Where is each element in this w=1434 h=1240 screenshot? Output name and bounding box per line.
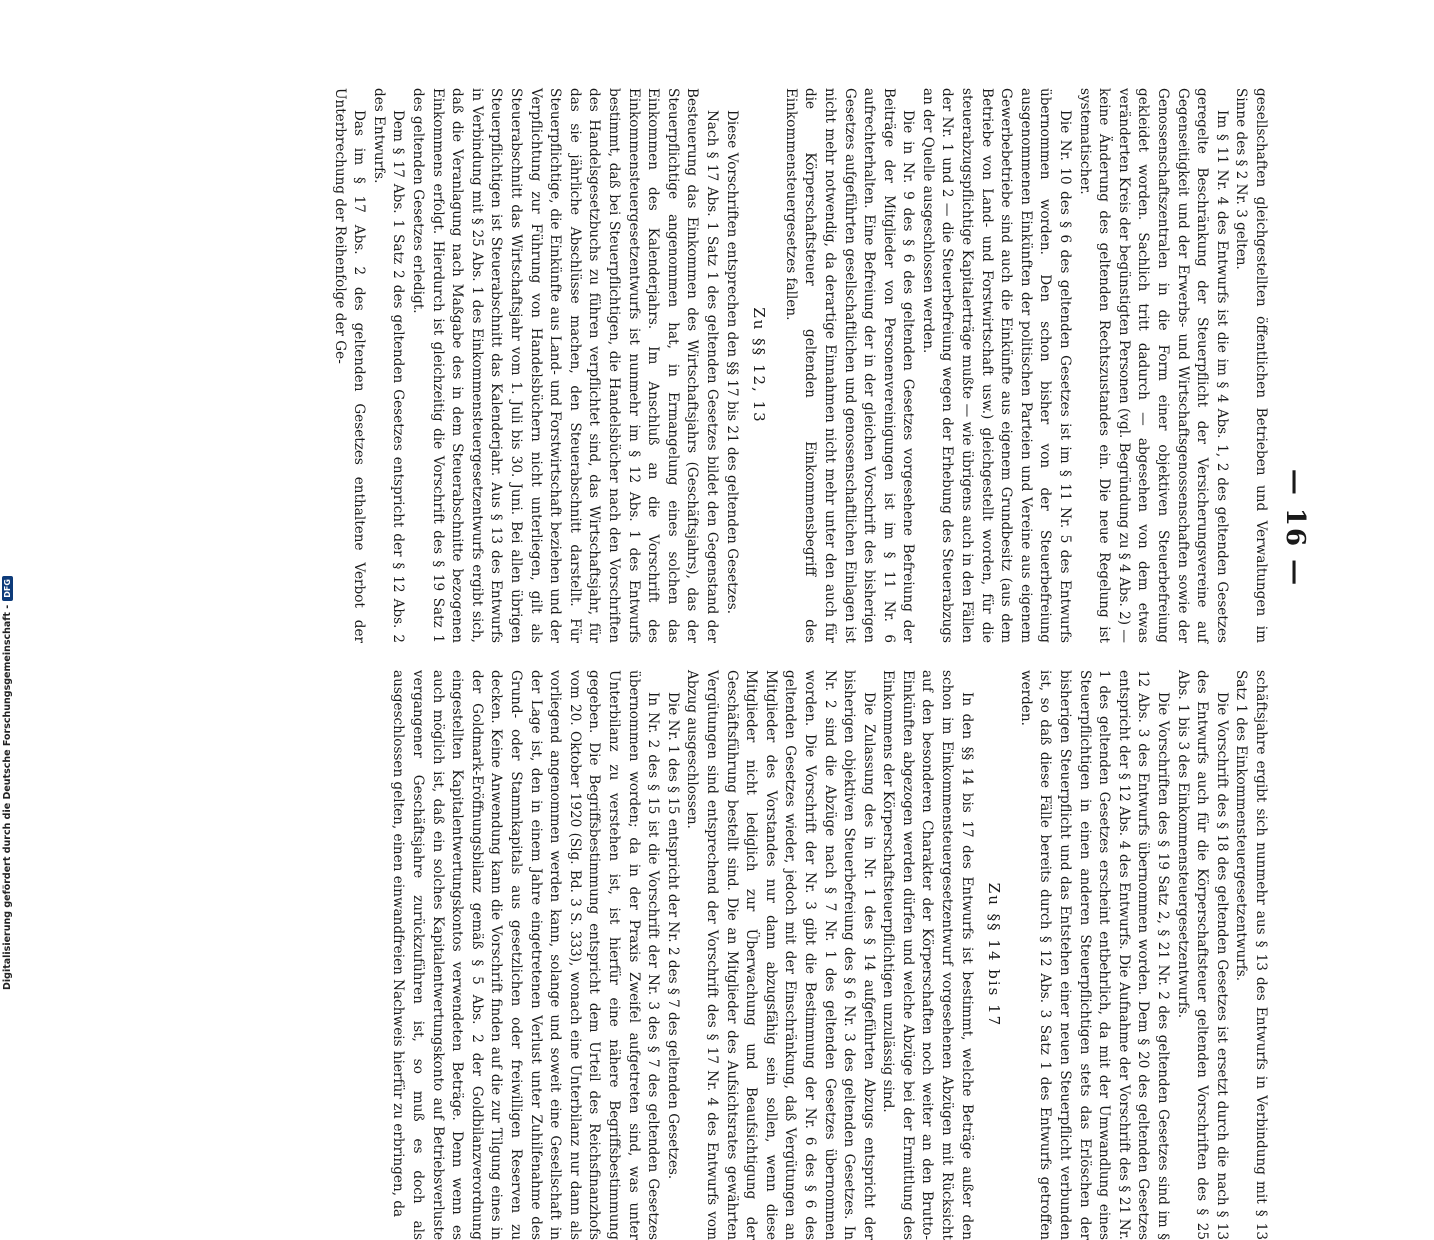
left-paragraph: Die in Nr. 9 des § 6 des geltenden Gesetzes vorgesehene Befreiung der Beiträge der Mitglieder von Personenvereinigungen ist im § 11 Nr. 6 aufrechterhalten. Eine Befreiung der in der gleichen Vorschrift des bisherigen Gesetzes aufgeführten gesellschaftlichen und genossenschaftlichen Einlagen ist nicht mehr notwendig, da derartige Einnahmen nicht mehr unter den auch für die Körperschaftsteuer geltenden Einkommensbegriff des Einkommensteuergesetzes fallen. [782, 88, 917, 643]
right-section-heading: Zu §§ 14 bis 17 [985, 882, 1004, 1028]
right-paragraph: In Nr. 2 des § 15 ist die Vorschrift der Nr. 3 des § 7 des geltenden Gesetzes übernommen worden; da in der Praxis Zweifel aufgetreten sind, was unter Unterbilanz zu verstehen ist, ist hierfür eine nähere Begriffsbestimmung gegeben. Die Begriffsbestimmung entspricht dem Urteil des Reichsfinanzhofs vom 20. Oktober 1920 (Slg. Bd. 3 S. 333), wonach eine Unterbilanz nur dann als vorliegend angenommen werden kann, solange und soweit eine Gesellschaft in der Lage ist, den in einem Jahre eingetretenen Verlust unter Zuhilfenahme des Grund- oder Stammkapitals aus gesetzlichen oder freiwilligen Reserven zu decken. Keine Anwendung kann die Vorschrift finden auf die zur Tilgung eines in der Goldmark-Eröffnungsbilanz gemäß § 5 Abs. 2 der Goldbilanzverordnung eingestellten Kapitalentwertungskontos verwendeten Beträge. Denn wenn es auch möglich ist, daß ein solches Kapitalentwertungskonto auf Betriebsverluste vergangener Geschäftsjahre zurückzuführen ist, so muß es doch als ausgeschlossen gelten, einen einwandfreien Nachweis hierfür zu erbringen, da [390, 670, 662, 1240]
left-paragraph: Nach § 17 Abs. 1 Satz 1 des geltenden Gesetzes bildet den Gegenstand der Besteuerung das Einkommen des Wirtschaftsjahrs (Geschäftsjahrs), das der Steuerpflichtige angenommen hat, in Ermangelung eines solchen das Einkommen des Kalenderjahrs. Im Anschluß an die Vorschrift des Einkommensteuergesetzentwurfs ist nunmehr im § 12 Abs. 1 des Entwurfs bestimmt, daß bei Steuerpflichtigen, die Handelsbücher nach den Vorschriften des Handelsgesetzbuchs zu führen verpflichtet sind, das Wirtschaftsjahr, für das sie jährliche Abschlüsse machen, den Steuerabschnitt darstellt. Für Steuerpflichtige, die Einkünfte aus Land- und Forstwirtschaft beziehen und der Verpflichtung zur Führung von Handelsbüchern nicht unterliegen, gilt als Steuerabschnitt das Wirtschaftsjahr vom 1. Juli bis 30. Juni. Bei allen übrigen Steuerpflichtigen ist Steuerabschnitt das Kalenderjahr. Aus § 13 des Entwurfs in Verbindung mit § 25 Abs. 1 des Einkommensteuergesetzentwurfs ergibt sich, daß die Veranlagung nach Maßgabe des in dem Steuerabschnitte bezogenen Einkommens erfolgt. Hierdurch ist gleichzeitig die Vorschrift des § 19 Satz 1 des geltenden Gesetzes erledigt. [410, 88, 720, 643]
page-number: — 16 — [1280, 468, 1310, 588]
left-paragraph: Das im § 17 Abs. 2 des geltenden Gesetzes enthaltene Verbot der Unterbrechung der Reihenfolge der Ge- [331, 88, 368, 643]
left-section-heading: Zu §§ 12, 13 [750, 307, 769, 424]
right-column [388, 670, 1270, 1240]
right-paragraph: Die Zulassung des in Nr. 1 des § 14 aufgeführten Abzugs entspricht der bisherigen objektiven Steuerbefreiung des § 6 Nr. 3 des geltenden Gesetzes. In Nr. 2 sind die Abzüge nach § 7 Nr. 1 des geltenden Gesetzes übernommen worden. Die Vorschrift der Nr. 3 gibt die Bestimmung der Nr. 6 des § 6 des geltenden Gesetzes wieder, jedoch mit der Einschränkung, daß Vergütungen an Mitglieder des Vorstandes nur dann abzugsfähig sein sollen, wenn diese Mitglieder nicht lediglich zur Überwachung und Beaufsichtigung der Geschäftsführung bestellt sind. Die an Mitglieder des Aufsichtsrates gewährten Vergütungen sind entsprechend der Vorschrift des § 17 Nr. 4 des Entwurfs vom Abzug ausgeschlossen. [684, 670, 877, 1240]
right-paragraph: In den §§ 14 bis 17 des Entwurfs ist bestimmt, welche Beträge außer den schon im Einkommensteuergesetzentwurf vorgesehenen Abzügen mit Rücksicht auf den besonderen Charakter der Körperschaften noch weiter an den Brutto-Einkünften abgezogen werden dürfen und welche Abzüge bei der Ermittlung des Einkommens der Körperschaftsteuerpflichtigen unzulässig sind. [880, 670, 975, 1240]
scanned-page [135, 88, 1310, 1240]
left-paragraph: Die Nr. 10 des § 6 des geltenden Gesetzes ist im § 11 Nr. 5 des Entwurfs übernommen worden. Den schon bisher von der Steuerbefreiung ausgenommenen Einkünften der politischen Parteien und Vereine aus eigenem Gewerbebetriebe sind auch die Einkünfte aus eigenem Grundbesitz (aus dem Betriebe von Land- und Forstwirtschaft usw.) gleichgestellt worden, für die steuerabzugspflichtige Kapitalerträge mußte — wie übrigens auch in den Fällen der Nr. 1 und 2 — die Steuerbefreiung wegen der Erhebung des Steuerabzugs an der Quelle ausgeschlossen werden. [919, 88, 1074, 643]
digitization-credit [2, 576, 13, 990]
right-paragraph: Die Vorschrift des § 18 des geltenden Gesetzes ist ersetzt durch die nach § 13 des Entwurfs auch für die Körperschaftsteuer geltenden Vorschriften des § 25 Abs. 1 bis 3 des Einkommensteuergesetzentwurfs. [1174, 670, 1230, 1240]
right-paragraph: Die Nr. 1 des § 15 entspricht der Nr. 2 des § 7 des geltenden Gesetzes. [664, 692, 681, 1180]
page-header [1278, 88, 1310, 968]
digitization-credit-text: Digitalisierung gefördert durch die Deutsche Forschungsgemeinschaft - [2, 604, 13, 990]
dfg-logo-icon: DFG [2, 576, 13, 601]
right-paragraph: Die Vorschriften des § 19 Satz 2, § 21 Nr. 2 des geltenden Gesetzes sind im § 12 Abs. 3 des Entwurfs übernommen worden. Dem § 20 des geltenden Gesetzes entspricht der § 12 Abs. 4 des Entwurfs. Die Aufnahme der Vorschrift des § 21 Nr. 1 des geltenden Gesetzes erscheint entbehrlich, da mit der Umwandlung eines Steuerpflichtigen in einen anderen Steuerpflichtigen stets das Erlöschen der bisherigen Steuerpflicht und das Entstehen einer neuen Steuerpflicht verbunden ist, so daß diese Fälle bereits durch § 12 Abs. 3 Satz 1 des Entwurfs getroffen werden. [1017, 670, 1172, 1240]
left-paragraph: Diese Vorschriften entsprechen den §§ 17 bis 21 des geltenden Gesetzes. [723, 110, 740, 615]
right-paragraph: schäftsjahre ergibt sich nunmehr aus § 13 des Entwurfs in Verbindung mit § 13 Satz 1 des Einkommensteuergesetzentwurfs. [1233, 670, 1269, 1240]
left-column [329, 88, 1270, 643]
left-paragraph: Im § 11 Nr. 4 des Entwurfs ist die im § 4 Abs. 1, 2 des geltenden Gesetzes geregelte Beschränkung der Steuerpflicht der Versicherungsvereine auf Gegenseitigkeit und der Erwerbs- und Wirtschaftsgenossenschaften sowie der Genossenschaftszentralen in die Form einer objektiven Steuerbefreiung gekleidet worden. Sachlich tritt dadurch — abgesehen von dem etwas veränderten Kreis der begünstigten Personen (vgl. Begründung zu § 4 Abs. 2) — keine Änderung des geltenden Rechtszustandes ein. Die neue Regelung ist systematischer. [1076, 88, 1230, 643]
left-paragraph: Dem § 17 Abs. 1 Satz 2 des geltenden Gesetzes entspricht der § 12 Abs. 2 des Entwurfs. [370, 88, 407, 643]
left-paragraph: gesellschaften gleichgestellten öffentlichen Betrieben und Verwaltungen im Sinne des § 2 Nr. 3 gelten. [1233, 88, 1269, 643]
digitization-sidebar [0, 0, 20, 1000]
